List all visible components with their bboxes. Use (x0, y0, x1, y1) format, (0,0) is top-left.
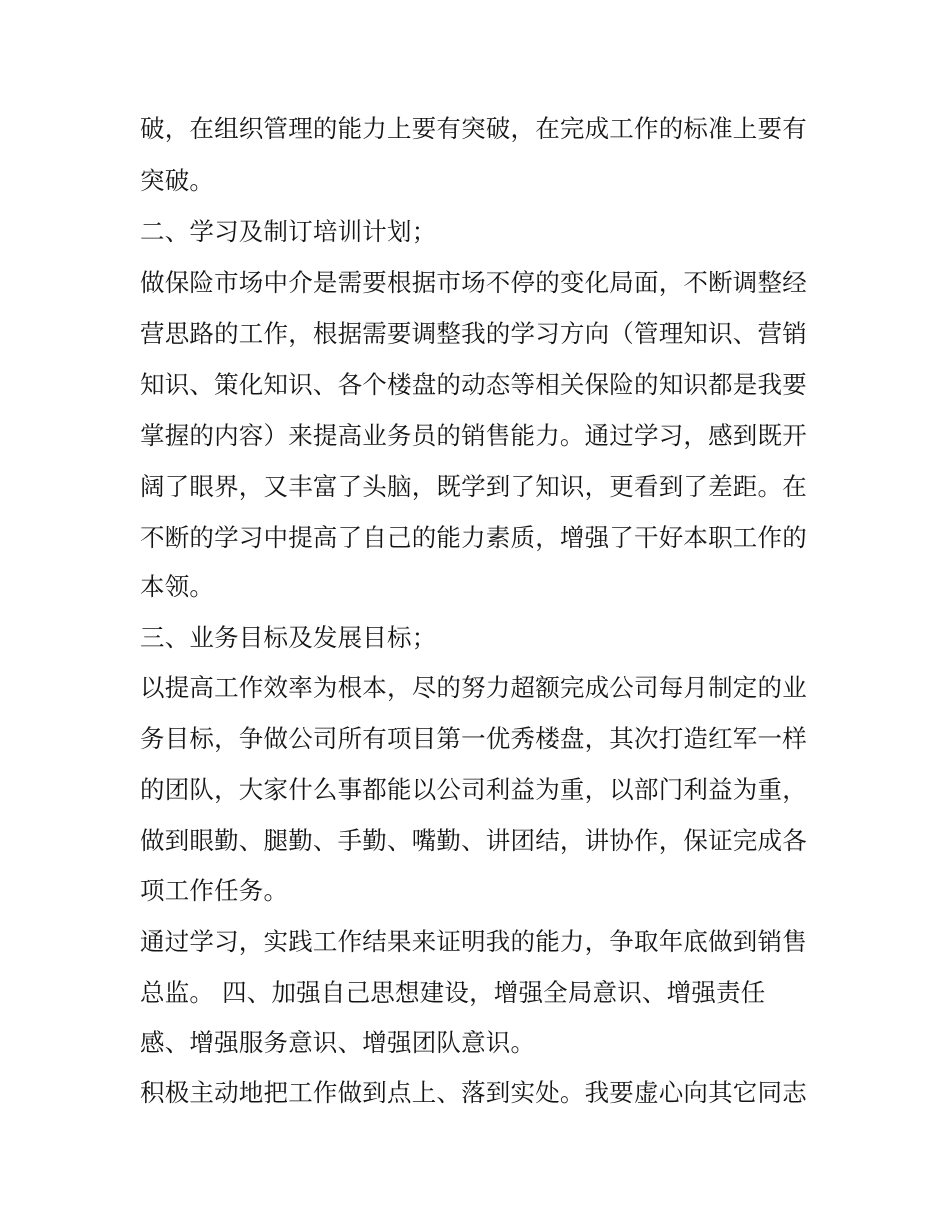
text-line: 项工作任务。 (140, 876, 289, 905)
text-line: 积极主动地把工作做到点上、落到实处。我要虚心向其它同志 (140, 1078, 807, 1107)
text-line: 本领。 (140, 572, 215, 601)
text-line: 突破。 (140, 166, 215, 195)
section-heading: 二、学习及制订培训计划； (140, 217, 437, 246)
text-line: 不断的学习中提高了自己的能力素质，增强了干好本职工作的 (140, 523, 807, 552)
text-line: 的团队，大家什么事都能以公司利益为重，以部门利益为重， (140, 775, 807, 804)
text-line: 感、增强服务意识、增强团队意识。 (140, 1028, 536, 1057)
text-line: 以提高工作效率为根本，尽的努力超额完成公司每月制定的业 (140, 673, 807, 702)
text-line: 阔了眼界，又丰富了头脑，既学到了知识，更看到了差距。在 (140, 472, 807, 501)
text-line: 知识、策化知识、各个楼盘的动态等相关保险的知识都是我要 (140, 370, 807, 399)
text-line: 掌握的内容）来提高业务员的销售能力。通过学习，感到既开 (140, 421, 807, 450)
text-line: 破，在组织管理的能力上要有突破，在完成工作的标准上要有 (140, 114, 807, 143)
text-line: 做到眼勤、腿勤、手勤、嘴勤、讲团结，讲协作，保证完成各 (140, 826, 807, 855)
text-line: 营思路的工作，根据需要调整我的学习方向（管理知识、营销 (140, 319, 807, 348)
text-line: 做保险市场中介是需要根据市场不停的变化局面，不断调整经 (140, 268, 807, 297)
text-line: 通过学习，实践工作结果来证明我的能力，争取年底做到销售 (140, 927, 807, 956)
text-line: 总监。 四、加强自己思想建设，增强全局意识、增强责任 (140, 978, 766, 1007)
text-line: 务目标，争做公司所有项目第一优秀楼盘，其次打造红军一样 (140, 724, 807, 753)
section-heading: 三、业务目标及发展目标； (140, 623, 437, 652)
